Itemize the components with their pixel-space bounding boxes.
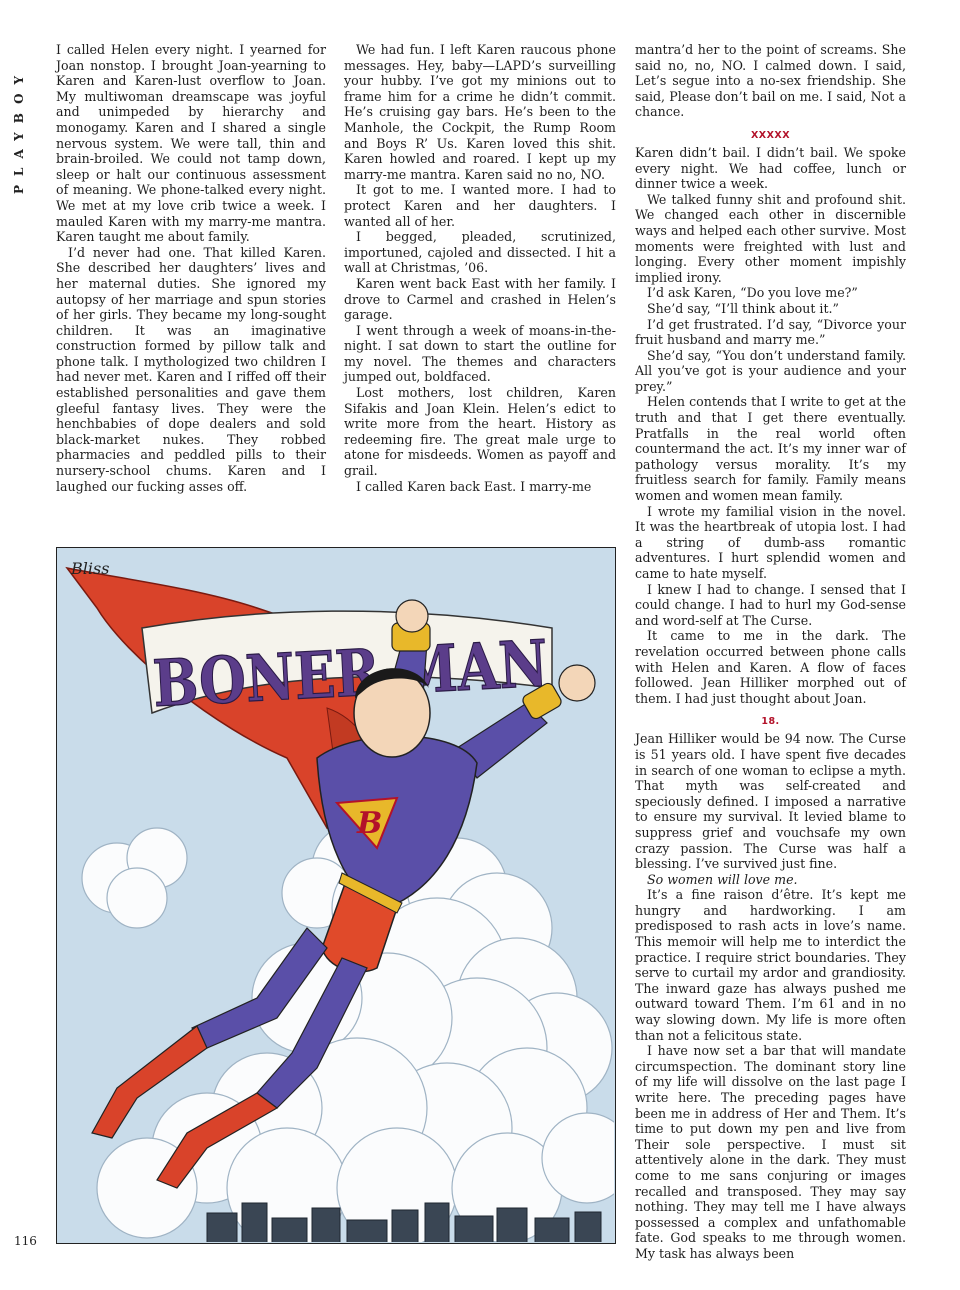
- artist-signature: Bliss: [71, 559, 110, 578]
- paragraph: Karen went back East with her family. I drove to Carmel and crashed in Helen’s garage.: [344, 275, 616, 323]
- magazine-name-vertical: PLAYBOY: [12, 66, 26, 194]
- paragraph: It got to me. I wanted more. I had to protect Karen and her daughters. I wanted all of her.: [344, 182, 616, 229]
- paragraph: I’d get frustrated. I’d say, “Divorce your fruit husband and marry me.”: [635, 316, 906, 348]
- raised-fist: [396, 600, 428, 632]
- text-column-3: [635, 42, 906, 1262]
- paragraph: She’d say, “You don’t understand family. All you’ve got is your audience and your prey.”: [635, 347, 906, 394]
- paragraph: Helen contends that I write to get at the truth and that I get there eventually. Pratfalls in the real world often countermand the act. It’s my inner war of pathology versus morality. It’s my fruitless search for family. Family means women and women mean family.: [635, 394, 906, 504]
- paragraph: I’d ask Karen, “Do you love me?”: [647, 285, 858, 301]
- boner-man-illustration: [56, 547, 616, 1244]
- paragraph: I knew I had to change. I sensed that I could change. I had to hurl my God-sense and word-self at The Curse.: [635, 581, 906, 628]
- paragraph: We talked funny shit and profound shit. We changed each other in discernible ways and helped each other survive. Most moments were freighted with lust and longing. Every other moment impishly implied irony.: [635, 191, 906, 285]
- section-divider: XXXXX: [750, 129, 791, 141]
- paragraph: I went through a week of moans-in-the-night. I sat down to start the outline for my novel. The themes and characters jumped out, boldfaced.: [344, 322, 616, 385]
- extended-fist: [559, 665, 595, 701]
- section-number: 18.: [761, 716, 780, 728]
- paragraph: I wrote my familial vision in the novel. It was the heartbreak of utopia lost. I had a string of dumb-ass romantic adventures. I hurt splendid women and came to hate myself.: [635, 503, 906, 581]
- paragraph: Jean Hilliker would be 94 now. The Curse is 51 years old. I have spent five decades in search of one woman to eclipse a myth. That myth was self-created and speciously defined. I imposed a narrative to ensure my survival. It levied blame to suppress grief and vouchsafe my own crazy passion. The Curse was half a blessing. I’ve survived just fine.: [635, 731, 906, 872]
- paragraph: I’d never had one. That killed Karen. She described her daughters’ lives and her maternal duties. She ignored my autopsy of her marriage and spun stories of her girls. They became my long-sought children. It was an imaginative construction formed by pillow talk and phone talk. I mythologized two children I had never met. Karen and I riffed off their established personalities and gave them gleeful fantasy lives. They were the henchbabies of dope dealers and sold black-market nukes. They robbed pharmacies and peddled pills to their nursery-school chums. Karen and I laughed our fucking asses off.: [56, 244, 326, 494]
- page-number: 116: [14, 1234, 37, 1248]
- italic-paragraph: So women will love me.: [647, 871, 798, 887]
- paragraph: It came to me in the dark. The revelation occurred between phone calls with Helen and Karen. A flow of faces followed. Jean Hilliker morphed out of them. I had just thought about Joan.: [635, 628, 906, 706]
- paragraph: mantra’d her to the point of screams. She said no, no, NO. I calmed down. I said, Let’s segue into a no-sex friendship. She said, Please don’t bail on me. I said, Not a chance.: [635, 42, 906, 120]
- text-column-2: [344, 42, 616, 494]
- paragraph: Karen didn’t bail. I didn’t bail. We spoke every night. We had coffee, lunch or dinner twice a week.: [635, 144, 906, 192]
- paragraph: We had fun. I left Karen raucous phone messages. Hey, baby—LAPD’s surveilling your hubby. I’ve got my minions out to frame him for a crime he didn’t commit. He’s cruising gay bars. He’s been to the Manhole, the Cockpit, the Rump Room and Boys R’ Us. Karen loved this shit. Karen howled and roared. I kept up my marry-me mantra. Karen said no no, NO.: [344, 42, 616, 182]
- text-column-1: [56, 42, 326, 494]
- paragraph: I have now set a bar that will mandate circumspection. The dominant story line of my life will dissolve on the last page I write here. The preceding pages have been me in address of Her and Them. It’s time to put down my pen and live from Their sole perspective. I must sit attentively alone in the dark. They must come to me sans conjuring or images recalled and transposed. They may say nothing. They may tell me I have always possessed a complex and unfathomable fate. God speaks to me through women. My task has always been: [635, 1043, 906, 1261]
- paragraph: I called Karen back East. I marry-me: [356, 478, 592, 494]
- paragraph: It’s a fine raison d’être. It’s kept me hungry and hardworking. I am predisposed to rash acts in love’s name. This memoir will help me to interdict the practice. I require strict boundaries. They serve to curtail my ardor and grandiosity. The inward gaze has always pushed me outward toward Them. I’m 61 and in no way slowing down. My life is more often than not a felicitous state.: [635, 887, 906, 1043]
- chest-emblem-letter: B: [357, 806, 383, 841]
- paragraph: I called Helen every night. I yearned for Joan nonstop. I brought Joan-yearning to Karen and Karen-lust overflow to Joan. My multiwoman dreamscape was joyful and unimpeded by hierarchy and monogamy. Karen and I shared a single nervous system. We were tall, thin and brain-broiled. We could not tamp down, sleep or halt our continuous assessment of meaning. We phone-talked every night. We met at my love crib twice a week. I mauled Karen with my marry-me mantra. Karen taught me about family.: [56, 42, 326, 245]
- paragraph: Lost mothers, lost children, Karen Sifakis and Joan Klein. Helen’s edict to write more from the heart. History as redeeming fire. The great male urge to atone for misdeeds. Women as payoff and grail.: [344, 385, 616, 479]
- paragraph: She’d say, “I’ll think about it.”: [647, 300, 839, 316]
- paragraph: I begged, pleaded, scrutinized, importuned, cajoled and dissected. I hit a wall at Christmas, ’06.: [344, 229, 616, 276]
- illustration-canvas: [57, 548, 614, 1242]
